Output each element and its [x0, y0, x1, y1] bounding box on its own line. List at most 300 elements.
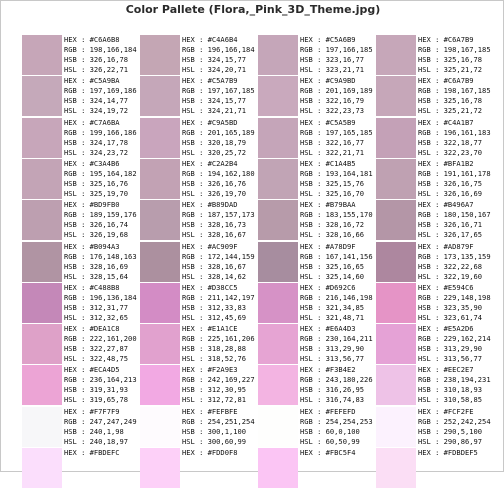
hsl-label: HSL : — [64, 106, 90, 115]
rgb-label: RGB : — [64, 128, 90, 137]
hex-text: #C5A9BA — [89, 76, 120, 85]
color-entry — [258, 200, 378, 245]
hsb-label: HSB : — [64, 385, 90, 394]
page-title: Color Pallete (Flora,_Pink_3D_Theme.jpg) — [125, 3, 381, 16]
rgb-value — [418, 252, 498, 262]
rgb-label: RGB : — [300, 128, 326, 137]
rgb-text: 201,165,189 — [207, 128, 255, 137]
hsl-text: 323,61,74 — [443, 313, 483, 322]
rgb-value — [182, 417, 262, 427]
color-values — [182, 200, 262, 240]
hsb-text: 322,18,77 — [443, 138, 483, 147]
color-swatch — [140, 118, 180, 158]
color-swatch — [140, 35, 180, 75]
rgb-value — [418, 45, 498, 55]
rgb-label: RGB : — [64, 210, 90, 219]
hsb-text: 60,0,100 — [325, 427, 360, 436]
hsl-text: 312,45,69 — [207, 313, 247, 322]
rgb-text: 238,194,231 — [443, 375, 491, 384]
hex-value — [300, 242, 380, 252]
palette-row — [1, 324, 504, 369]
rgb-value — [300, 45, 380, 55]
hex-value — [64, 159, 144, 169]
hsl-label: HSL : — [182, 230, 208, 239]
hsb-label: HSB : — [418, 96, 444, 105]
rgb-label: RGB : — [300, 45, 326, 54]
hsb-label: HSB : — [418, 344, 444, 353]
hsb-value — [418, 179, 498, 189]
hex-text: #C6A6B8 — [89, 35, 120, 44]
hsl-value — [182, 189, 262, 199]
rgb-value — [418, 293, 498, 303]
hsl-value — [418, 437, 498, 447]
rgb-value — [300, 210, 380, 220]
color-values — [300, 35, 380, 75]
color-swatch — [22, 365, 62, 405]
hsb-label: HSB : — [300, 344, 326, 353]
palette-row — [1, 283, 504, 328]
hex-label: HEX : — [300, 200, 326, 209]
hsb-label: HSB : — [64, 262, 90, 271]
hex-value — [300, 76, 380, 86]
rgb-text: 198,167,185 — [443, 86, 491, 95]
hsl-label: HSL : — [418, 313, 444, 322]
hsl-label: HSL : — [64, 272, 90, 281]
rgb-label: RGB : — [300, 375, 326, 384]
hsl-text: 318,52,76 — [207, 354, 247, 363]
hex-label: HEX : — [182, 324, 208, 333]
color-entry — [22, 118, 142, 163]
hex-text: #B094A3 — [89, 242, 120, 251]
hex-text: #D38CC5 — [207, 283, 238, 292]
rgb-text: 247,247,249 — [89, 417, 137, 426]
hsb-value — [64, 344, 144, 354]
color-entry — [140, 324, 260, 369]
palette-row — [1, 159, 504, 204]
rgb-value — [418, 417, 498, 427]
hsb-label: HSB : — [182, 179, 208, 188]
hex-value — [182, 35, 262, 45]
rgb-text: 198,167,185 — [443, 45, 491, 54]
hsb-label: HSB : — [182, 385, 208, 394]
color-swatch — [140, 448, 180, 488]
rgb-text: 183,155,170 — [325, 210, 373, 219]
rgb-value — [182, 86, 262, 96]
hsl-value — [300, 65, 380, 75]
color-values — [300, 242, 380, 282]
hsl-label: HSL : — [64, 354, 90, 363]
color-swatch — [376, 159, 416, 199]
hex-label: HEX : — [300, 407, 326, 416]
color-swatch — [258, 118, 298, 158]
rgb-value — [300, 128, 380, 138]
color-values — [418, 448, 498, 458]
hsb-value — [182, 138, 262, 148]
hex-label: HEX : — [418, 200, 444, 209]
color-entry — [258, 242, 378, 287]
hsb-text: 322,22,68 — [443, 262, 483, 271]
color-entry — [258, 118, 378, 163]
hsl-text: 324,23,72 — [89, 148, 129, 157]
color-swatch — [22, 35, 62, 75]
rgb-label: RGB : — [300, 169, 326, 178]
color-values — [182, 76, 262, 116]
color-entry — [22, 365, 142, 410]
hsb-label: HSB : — [418, 138, 444, 147]
hsl-text: 322,23,73 — [325, 106, 365, 115]
hex-value — [182, 283, 262, 293]
hsb-text: 318,28,88 — [207, 344, 247, 353]
hsb-text: 240,1,98 — [89, 427, 124, 436]
hex-value — [418, 118, 498, 128]
hsb-label: HSB : — [300, 427, 326, 436]
hsb-text: 323,35,90 — [443, 303, 483, 312]
hsl-text: 60,50,99 — [325, 437, 360, 446]
hsl-label: HSL : — [182, 272, 208, 281]
hsb-value — [300, 427, 380, 437]
hex-value — [300, 159, 380, 169]
hsl-label: HSL : — [300, 148, 326, 157]
color-values — [182, 35, 262, 75]
color-entry — [140, 118, 260, 163]
hsb-label: HSB : — [64, 96, 90, 105]
color-values — [64, 76, 144, 116]
color-swatch — [140, 76, 180, 116]
rgb-text: 199,166,186 — [89, 128, 137, 137]
palette-row — [1, 118, 504, 163]
hex-value — [64, 448, 144, 458]
hsl-value — [64, 313, 144, 323]
color-swatch — [22, 118, 62, 158]
hsl-value — [64, 354, 144, 364]
color-values — [418, 242, 498, 282]
color-swatch — [140, 283, 180, 323]
hsl-label: HSL : — [182, 148, 208, 157]
hsb-text: 312,31,77 — [89, 303, 129, 312]
hsl-text: 312,32,65 — [89, 313, 129, 322]
hex-value — [300, 324, 380, 334]
color-values — [182, 159, 262, 199]
hex-text: #C6A7B9 — [443, 35, 474, 44]
hsl-value — [300, 354, 380, 364]
color-entry — [22, 159, 142, 204]
hsb-value — [182, 262, 262, 272]
rgb-label: RGB : — [64, 293, 90, 302]
hex-value — [182, 76, 262, 86]
rgb-label: RGB : — [64, 86, 90, 95]
hsb-label: HSB : — [182, 344, 208, 353]
hex-text: #D692C6 — [325, 283, 356, 292]
rgb-value — [418, 334, 498, 344]
rgb-value — [64, 334, 144, 344]
rgb-text: 225,161,206 — [207, 334, 255, 343]
hsb-label: HSB : — [64, 179, 90, 188]
hsl-value — [300, 437, 380, 447]
hsb-value — [182, 385, 262, 395]
hsl-label: HSL : — [64, 230, 90, 239]
hsl-value — [418, 106, 498, 116]
color-values — [64, 283, 144, 323]
rgb-value — [64, 45, 144, 55]
color-values — [182, 242, 262, 282]
hex-value — [418, 448, 498, 458]
color-entry — [22, 200, 142, 245]
hsb-text: 322,16,77 — [325, 138, 365, 147]
hex-value — [64, 242, 144, 252]
color-values — [300, 365, 380, 405]
hex-text: #C6A7B9 — [443, 76, 474, 85]
hsl-label: HSL : — [64, 189, 90, 198]
hsl-value — [418, 272, 498, 282]
color-swatch — [376, 35, 416, 75]
rgb-text: 194,162,180 — [207, 169, 255, 178]
hsl-text: 325,16,70 — [325, 189, 365, 198]
palette-row — [1, 200, 504, 245]
color-values — [64, 118, 144, 158]
hex-value — [418, 159, 498, 169]
hex-value — [182, 242, 262, 252]
color-values — [418, 324, 498, 364]
color-swatch — [140, 242, 180, 282]
rgb-label: RGB : — [64, 417, 90, 426]
rgb-label: RGB : — [300, 210, 326, 219]
hsl-value — [182, 65, 262, 75]
rgb-value — [300, 252, 380, 262]
palette-row — [1, 407, 504, 452]
color-values — [300, 448, 380, 458]
hsl-label: HSL : — [182, 313, 208, 322]
hex-label: HEX : — [64, 200, 90, 209]
hex-text: #E594C6 — [443, 283, 474, 292]
hsl-label: HSL : — [418, 395, 444, 404]
hsb-label: HSB : — [418, 303, 444, 312]
hsl-label: HSL : — [418, 106, 444, 115]
hex-text: #F3B4E2 — [325, 365, 356, 374]
hsl-value — [300, 189, 380, 199]
rgb-label: RGB : — [182, 128, 208, 137]
hex-text: #E1A1CE — [207, 324, 238, 333]
rgb-value — [182, 169, 262, 179]
rgb-text: 236,164,213 — [89, 375, 137, 384]
color-entry — [376, 200, 496, 245]
hsb-value — [64, 96, 144, 106]
hsl-label: HSL : — [64, 313, 90, 322]
color-values — [64, 159, 144, 199]
hex-label: HEX : — [182, 76, 208, 85]
color-entry — [258, 324, 378, 369]
hex-text: #BFA1B2 — [443, 159, 474, 168]
hex-text: #C9A9BD — [325, 76, 356, 85]
hex-text: #C2A2B4 — [207, 159, 238, 168]
rgb-label: RGB : — [300, 293, 326, 302]
hex-text: #DEA1C8 — [89, 324, 120, 333]
hex-label: HEX : — [300, 118, 326, 127]
rgb-value — [300, 417, 380, 427]
hsb-text: 324,17,78 — [89, 138, 129, 147]
color-values — [418, 200, 498, 240]
color-swatch — [22, 448, 62, 488]
hex-value — [64, 365, 144, 375]
hsl-text: 328,16,67 — [207, 230, 247, 239]
hsb-value — [418, 303, 498, 313]
hex-value — [300, 118, 380, 128]
hsl-text: 322,23,70 — [443, 148, 483, 157]
hsl-value — [418, 189, 498, 199]
hsb-text: 290,5,100 — [443, 427, 483, 436]
hex-value — [64, 200, 144, 210]
hex-text: #ECA4D5 — [89, 365, 120, 374]
hsb-label: HSB : — [64, 303, 90, 312]
hex-label: HEX : — [300, 76, 326, 85]
rgb-text: 242,169,227 — [207, 375, 255, 384]
hex-label: HEX : — [418, 283, 444, 292]
hsl-label: HSL : — [182, 65, 208, 74]
color-swatch — [22, 324, 62, 364]
color-values — [300, 76, 380, 116]
rgb-text: 189,159,176 — [89, 210, 137, 219]
hex-value — [182, 448, 262, 458]
hsb-value — [64, 427, 144, 437]
rgb-text: 187,157,173 — [207, 210, 255, 219]
hsl-text: 326,17,65 — [443, 230, 483, 239]
hex-text: #FBC5F4 — [325, 448, 356, 457]
hex-label: HEX : — [182, 407, 208, 416]
hex-text: #C5A7B9 — [207, 76, 238, 85]
hsl-label: HSL : — [64, 148, 90, 157]
rgb-text: 229,162,214 — [443, 334, 491, 343]
color-swatch — [376, 283, 416, 323]
hsl-text: 324,21,71 — [207, 106, 247, 115]
hex-text: #FBDEFC — [89, 448, 120, 457]
hsb-value — [64, 385, 144, 395]
hsl-text: 325,14,60 — [325, 272, 365, 281]
rgb-value — [64, 86, 144, 96]
hsb-text: 325,16,78 — [443, 96, 483, 105]
hex-text: #C4A6B4 — [207, 35, 238, 44]
hsl-text: 322,48,75 — [89, 354, 129, 363]
hsb-value — [182, 96, 262, 106]
rgb-label: RGB : — [182, 45, 208, 54]
color-values — [418, 365, 498, 405]
hsb-label: HSB : — [64, 344, 90, 353]
color-swatch — [376, 448, 416, 488]
hex-label: HEX : — [182, 448, 208, 457]
hsl-value — [418, 65, 498, 75]
color-values — [182, 283, 262, 323]
hsb-text: 323,16,77 — [325, 55, 365, 64]
hsl-text: 320,25,72 — [207, 148, 247, 157]
palette-row — [1, 35, 504, 80]
color-swatch — [376, 407, 416, 447]
hsl-value — [300, 106, 380, 116]
color-swatch — [258, 324, 298, 364]
rgb-value — [418, 169, 498, 179]
color-values — [64, 365, 144, 405]
color-values — [182, 365, 262, 405]
hsb-label: HSB : — [418, 427, 444, 436]
hsb-text: 326,16,78 — [89, 55, 129, 64]
color-values — [182, 118, 262, 158]
rgb-label: RGB : — [418, 128, 444, 137]
color-swatch — [376, 200, 416, 240]
hsb-text: 322,16,79 — [325, 96, 365, 105]
color-values — [64, 324, 144, 364]
rgb-label: RGB : — [418, 417, 444, 426]
rgb-text: 254,251,254 — [207, 417, 255, 426]
hex-text: #FCF2FE — [443, 407, 474, 416]
rgb-label: RGB : — [64, 334, 90, 343]
hex-label: HEX : — [300, 242, 326, 251]
color-swatch — [258, 407, 298, 447]
rgb-value — [418, 375, 498, 385]
hsb-value — [182, 303, 262, 313]
hsb-value — [182, 179, 262, 189]
rgb-value — [418, 210, 498, 220]
hsl-value — [182, 148, 262, 158]
color-entry — [258, 407, 378, 452]
hex-text: #FDBDEF5 — [443, 448, 478, 457]
hex-value — [418, 35, 498, 45]
hsl-text: 321,48,71 — [325, 313, 365, 322]
color-entry — [22, 407, 142, 452]
hsb-value — [64, 262, 144, 272]
hex-label: HEX : — [418, 118, 444, 127]
rgb-label: RGB : — [182, 210, 208, 219]
hsl-label: HSL : — [300, 354, 326, 363]
rgb-text: 216,146,198 — [325, 293, 373, 302]
color-values — [418, 407, 498, 447]
hsb-value — [300, 262, 380, 272]
hsl-text: 328,14,62 — [207, 272, 247, 281]
hsb-value — [182, 344, 262, 354]
hex-label: HEX : — [64, 407, 90, 416]
color-swatch — [376, 365, 416, 405]
hex-value — [64, 407, 144, 417]
color-entry — [376, 76, 496, 121]
hsl-label: HSL : — [418, 148, 444, 157]
hex-text: #F2A9E3 — [207, 365, 238, 374]
hsb-label: HSB : — [418, 179, 444, 188]
hex-label: HEX : — [182, 200, 208, 209]
hsl-value — [64, 148, 144, 158]
hsb-value — [64, 303, 144, 313]
color-values — [418, 283, 498, 323]
rgb-label: RGB : — [300, 252, 326, 261]
rgb-label: RGB : — [300, 417, 326, 426]
hsl-value — [64, 395, 144, 405]
hex-label: HEX : — [418, 448, 444, 457]
hsl-text: 328,16,66 — [325, 230, 365, 239]
hsb-text: 312,30,95 — [207, 385, 247, 394]
hsl-value — [418, 354, 498, 364]
hsb-value — [64, 138, 144, 148]
hsb-text: 325,15,76 — [325, 179, 365, 188]
rgb-text: 222,161,200 — [89, 334, 137, 343]
rgb-text: 229,148,198 — [443, 293, 491, 302]
hsl-text: 325,21,72 — [443, 65, 483, 74]
rgb-text: 197,169,186 — [89, 86, 137, 95]
hsb-label: HSB : — [300, 179, 326, 188]
color-values — [300, 407, 380, 447]
rgb-text: 196,166,184 — [207, 45, 255, 54]
hex-label: HEX : — [64, 76, 90, 85]
rgb-value — [64, 128, 144, 138]
hsb-text: 326,16,76 — [207, 179, 247, 188]
hsb-text: 324,15,77 — [207, 55, 247, 64]
color-entry — [140, 448, 260, 493]
hex-label: HEX : — [418, 159, 444, 168]
color-values — [182, 448, 262, 458]
